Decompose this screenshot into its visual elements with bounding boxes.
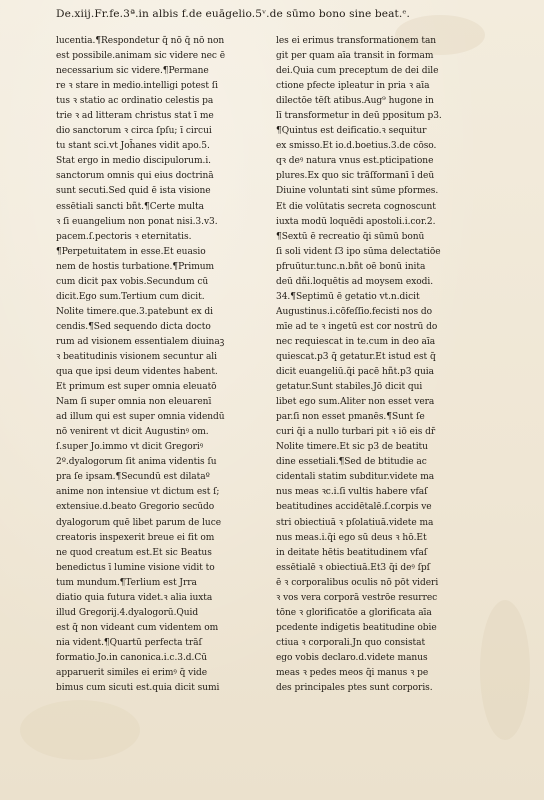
text-line: ꝛ vos vera corporā vestrōe resurrec xyxy=(276,592,438,603)
text-line: sanctorum omnis qui eius doctrinā xyxy=(56,171,214,182)
text-line: lucentia.¶Respondetur q̄ nō q̄ nō non xyxy=(56,36,225,46)
text-line: dyalogorum quē libet parum de luce xyxy=(56,517,222,528)
text-line: pra ſe ipsam.¶Secundū est dilataº xyxy=(56,472,210,483)
text-line: extensiue.d.beato Gregorio secūdo xyxy=(56,502,215,513)
text-line: tum mundum.¶Terlium est Jrra xyxy=(56,577,197,588)
text-line: sunt secuti.Sed quid ē ista visione xyxy=(56,186,211,197)
text-line: apparuerit similes ei erimꝰ q̄ vide xyxy=(56,667,208,678)
text-line: rum ad visionem essentialem diuinaꝫ xyxy=(56,336,225,347)
text-line: ſ.super Jo.immo vt dicit Gregoriꝰ xyxy=(56,442,204,453)
text-line: ad illum qui est super omnia videndū xyxy=(56,412,225,423)
text-line: ꝛ ſi euangelium non ponat nisi.3.v3. xyxy=(56,216,218,227)
text-line: cum dicit pax vobis.Secundum cū xyxy=(56,276,209,287)
text-line: Stat ergo in medio discipulorum.i. xyxy=(56,156,211,167)
text-line: essētialē ꝛ obiectiuā.Et3 q̄i deꝰ ſpſ xyxy=(276,562,430,573)
text-line: essētiali sancti bñt.¶Certe multa xyxy=(56,201,204,212)
text-line: dilectōe tēſt atibus.Aug⁹ hugone in xyxy=(276,96,434,107)
text-line: tus ꝛ statio ac ordinatio celestis pa xyxy=(56,96,214,107)
text-line: 34.¶Septimū ē getatio vt.n.dicit xyxy=(276,291,420,302)
text-line: ¶Quintus est deificatio.ꝛ sequitur xyxy=(276,126,427,137)
text-line: necessarium sic videre.¶Permane xyxy=(56,66,209,77)
text-line: des principales ptes sunt corporis. xyxy=(276,683,433,694)
text-line: libet ego sum.Aliter non esset vera xyxy=(276,397,435,408)
text-line: Nam ſi super omnia non eleuarenī xyxy=(56,397,212,408)
text-line: ctiua ꝛ corporali.Jn quo consistat xyxy=(276,637,426,648)
text-line: est possibile.animam sic videre nec ē xyxy=(56,51,226,62)
text-line: ex smisso.Et io.d.boetius.3.de cōso. xyxy=(276,141,437,152)
text-line: Et die volūtatis secreta cognoscunt xyxy=(276,201,436,212)
text-line: Nolite timere.Et sic p3 de beatitu xyxy=(276,442,428,453)
text-line: benedictus ī lumine visione vidit to xyxy=(56,562,215,573)
paper-stain xyxy=(20,700,140,760)
text-line: ſi soli vident ſ3 ipo sūma delectatiōe xyxy=(276,246,441,257)
text-line: pcedente indigetis beatitudine obie xyxy=(276,622,437,633)
text-line: ꝛ beatitudinis visionem secuntur ali xyxy=(56,351,217,362)
text-line: meas ꝛ pedes meos q̄i manus ꝛ pe xyxy=(276,667,429,678)
text-line: nus meas.i.q̄i ego sū deus ꝛ hō.Et xyxy=(276,532,427,543)
text-line: par.ſi non esset pmanēs.¶Sunt ſe xyxy=(276,412,425,423)
text-line: lī transformetur in deū ppositum p3. xyxy=(276,111,442,122)
text-line: ne quod creatum est.Et sic Beatus xyxy=(56,547,212,558)
text-line: trie ꝛ ad litteram christus stat ī me xyxy=(56,111,214,122)
text-line: ¶Sextū ē recreatio q̄i sūmū bonū xyxy=(276,231,425,242)
text-line: Diuine voluntati sint sūme pformes. xyxy=(276,186,439,197)
text-line: nus meas ꝛc.i.ſi vultis habere vfaſ xyxy=(276,487,428,498)
text-line: dicit.Ego sum.Tertium cum dicit. xyxy=(56,291,205,302)
text-line: illud Gregorij.4.dyalogorū.Quid xyxy=(56,607,199,618)
text-line: curi q̄i a nullo turbari pit ꝛ iō eis dr̄ xyxy=(276,427,436,438)
text-line: dio sanctorum ꝛ circa ſpſu; ī circui xyxy=(56,126,212,137)
text-line: quiescat.p3 q̄ getatur.Et istud est q̄ xyxy=(276,351,436,362)
text-line: dine essetiali.¶Sed de btitudie ac xyxy=(276,457,427,468)
text-line: tōne ꝛ glorificatōe a glorificata aīa xyxy=(276,607,432,618)
text-line: 2º.dyalogorum ſit anima videntis ſu xyxy=(56,457,217,468)
text-line: bimus cum sicuti est.quia dicit sumi xyxy=(56,683,220,694)
text-line: tu stant sci.vt Joh̄anes vidit apo.5. xyxy=(56,141,210,152)
text-line: in deitate hētis beatitudinem vfaſ xyxy=(276,547,428,558)
text-line: Et primum est super omnia eleuatō xyxy=(56,382,217,393)
text-line: beatitudines accidētalē.ſ.corpis ve xyxy=(276,502,432,513)
text-line: qꝛ deꝰ natura vnus est.pticipatione xyxy=(276,156,434,167)
text-line: iuxta modū loquēdi apostoli.i.cor.2. xyxy=(276,216,436,227)
text-line: ego vobis declaro.d.videte manus xyxy=(276,652,428,663)
text-line: re ꝛ stare in medio.intelligi potest ſi xyxy=(56,81,218,92)
text-line: getatur.Sunt stabiles.Jō dicit qui xyxy=(276,382,423,393)
text-line: dei.Quia cum preceptum de dei dile xyxy=(276,66,439,77)
text-line: Nolite timere.que.3.patebunt ex di xyxy=(56,306,213,317)
text-line: cendis.¶Sed sequendo dicta docto xyxy=(56,321,211,332)
right-text-column xyxy=(276,34,492,696)
text-line: diatio quia futura videt.ꝛ alia iuxta xyxy=(56,592,213,603)
text-line: Augustinus.i.cōfeſſio.fecisti nos do xyxy=(276,306,432,317)
text-line: ¶Perpetuitatem in esse.Et euasio xyxy=(56,246,206,257)
text-line: nia vident.¶Quartū perfecta trāſ xyxy=(56,637,202,648)
left-text-column xyxy=(56,34,274,696)
text-line: qua que ipsi deum videntes habent. xyxy=(56,367,218,378)
text-line: les ei erimus transformationem tan xyxy=(276,36,437,46)
text-line: pacem.ſ.pectoris ꝛ eternitatis. xyxy=(56,231,192,242)
text-line: ē ꝛ corporalibus oculis nō pōt videri xyxy=(276,577,439,588)
text-line: formatio.Jo.in canonica.i.c.3.d.Cū xyxy=(56,652,208,663)
text-line: nō venirent vt dicit Augustinꝰ om. xyxy=(56,427,209,438)
running-head: De.xiij.Fr.fe.3ª.in albis f.de euāgelio.5ᵛ.de sūmo bono sine beat.ᵉ. xyxy=(56,8,411,20)
text-line: nem de hostis turbatione.¶Primum xyxy=(56,261,215,272)
text-line: mīe ad te ꝛ ingetū est cor nostrū do xyxy=(276,321,438,332)
text-line: cidentali statim subditur.videte ma xyxy=(276,472,435,483)
text-line: creatoris inspexerit breue ei fit om xyxy=(56,532,215,543)
text-line: dicit euangeliū.q̄i pacē hñt.p3 quia xyxy=(276,367,434,378)
text-line: anime non intensiue vt dictum est ſ; xyxy=(56,487,220,498)
text-line: plures.Ex quo sic trāſformanī ī deū xyxy=(276,171,435,182)
text-line: stri obiectiuā ꝛ pſolatiuā.videte ma xyxy=(276,517,434,528)
text-line: nec requiescat in te.cum in deo aīa xyxy=(276,336,436,347)
text-line: deū dñi.loquētis ad moysem exodi. xyxy=(276,276,434,287)
text-line: ctione pfecte ipleatur in pria ꝛ aīa xyxy=(276,81,430,92)
text-line: pfruūtur.tunc.n.bñt oē bonū inita xyxy=(276,261,426,272)
text-line: git per quam aīa transit in formam xyxy=(276,51,434,62)
text-line: est q̄ non videant cum videntem om xyxy=(56,622,219,633)
